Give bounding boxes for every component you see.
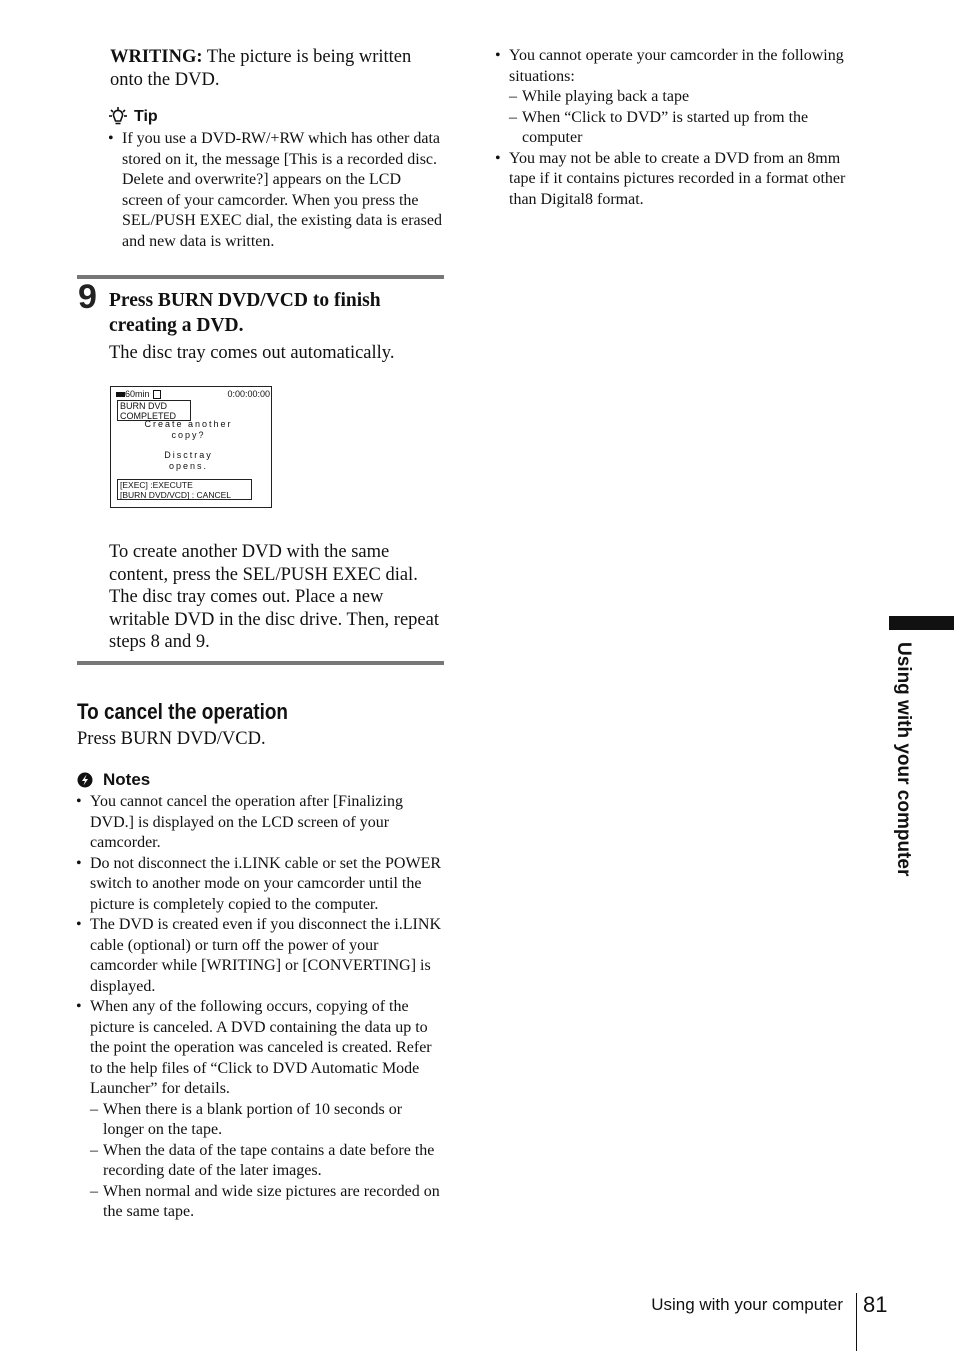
page-number: 81 (863, 1292, 888, 1317)
lcd-button-line2: [BURN DVD/VCD] : CANCEL (120, 490, 231, 500)
note-item: • Do not disconnect the i.LINK cable or set the POWER switch to another mode on your camcorder until the picture is completely copied to the computer. (76, 854, 446, 916)
right-note-subitem: – While playing back a tape (509, 87, 865, 108)
lightbulb-icon (109, 107, 127, 127)
step-number: 9 (78, 278, 97, 316)
lcd-button-box (117, 479, 252, 500)
tip-list (108, 129, 442, 252)
lcd-message2 (111, 450, 266, 472)
note-item-text: • When any of the following occurs, copying of the picture is canceled. A DVD containing the data up to the point the operation was canceled is created. Refer to the help files of “Click to DVD Automatic Mode Launcher” for details. (90, 998, 432, 1097)
tip-heading: Tip (134, 108, 158, 125)
notes-list (76, 792, 446, 1223)
lcd-button-line1: [EXEC] :EXECUTE (120, 480, 193, 490)
lcd-status-box (117, 400, 191, 421)
lcd-message2-line1: Disctray (164, 450, 213, 460)
lcd-timecode: 0:00:00:00 (227, 389, 270, 399)
writing-text: The picture is being written onto the DVD. (110, 47, 412, 90)
right-note-item (495, 46, 865, 149)
step-title: Press BURN DVD/VCD to finish creating a DVD. (109, 290, 381, 336)
lcd-status-line2: COMPLETED (120, 411, 177, 421)
footer-section-title: Using with your computer (651, 1295, 843, 1314)
notes-icon (77, 772, 93, 788)
lcd-message1 (111, 419, 266, 441)
right-note-sublist (509, 87, 865, 149)
right-note-subitem: – When “Click to DVD” is started up from the computer (509, 108, 865, 149)
note-subitem: – When the data of the tape contains a date before the recording date of the later images. (90, 1141, 446, 1182)
cancel-heading: To cancel the operation (77, 699, 288, 724)
lcd-screen-illustration (110, 386, 272, 508)
footer-divider (856, 1293, 857, 1351)
side-tab-bar (889, 616, 954, 630)
writing-label: WRITING: (110, 47, 203, 67)
step-top-rule (77, 275, 444, 279)
lcd-status-line1: BURN DVD (120, 401, 168, 411)
right-note-item: • You may not be able to create a DVD from an 8mm tape if it contains pictures recorded in a format other than Digital8 format. (495, 149, 865, 211)
battery-icon (116, 392, 125, 397)
step-subtitle: The disc tray comes out automatically. (109, 343, 395, 363)
lcd-message1-line2: copy? (171, 430, 206, 440)
right-notes-block (495, 46, 865, 210)
lcd-battery-value: 60min (125, 389, 150, 399)
side-tab-text: Using with your computer (893, 642, 914, 877)
lcd-battery (116, 389, 161, 400)
right-note-item-text: • You cannot operate your camcorder in the following situations: (509, 47, 844, 85)
step-body: To create another DVD with the same content, press the SEL/PUSH EXEC dial. The disc tray comes out. Place a new writable DVD in the disc drive. Then, repeat steps 8 and 9. (109, 542, 439, 652)
writing-paragraph (110, 46, 440, 91)
notes-block (76, 792, 446, 1223)
cancel-text: Press BURN DVD/VCD. (77, 729, 266, 749)
note-item: • The DVD is created even if you disconnect the i.LINK cable (optional) or turn off the power of your camcorder while [WRITING] or [CONVERTING] is displayed. (76, 915, 446, 997)
tip-header (109, 105, 158, 129)
note-item (76, 997, 446, 1223)
lcd-message2-line2: opens. (168, 461, 209, 471)
tape-icon (153, 390, 161, 399)
note-item: • You cannot cancel the operation after [Finalizing DVD.] is displayed on the LCD screen of your camcorder. (76, 792, 446, 854)
notes-heading: Notes (103, 770, 151, 789)
lcd-message1-line1: Create another (144, 419, 233, 429)
step-bottom-rule (77, 661, 444, 665)
note-subitem: – When normal and wide size pictures are recorded on the same tape. (90, 1182, 446, 1223)
notes-header (77, 769, 150, 791)
note-sublist (90, 1100, 446, 1223)
right-notes-list (495, 46, 865, 210)
note-subitem: – When there is a blank portion of 10 seconds or longer on the tape. (90, 1100, 446, 1141)
tip-item: • If you use a DVD-RW/+RW which has other data stored on it, the message [This is a recorded disc. Delete and overwrite?] appears on the LCD screen of your camcorder. When you press the SEL/PUSH EXEC dial, the existing data is erased and new data is written. (108, 129, 442, 252)
